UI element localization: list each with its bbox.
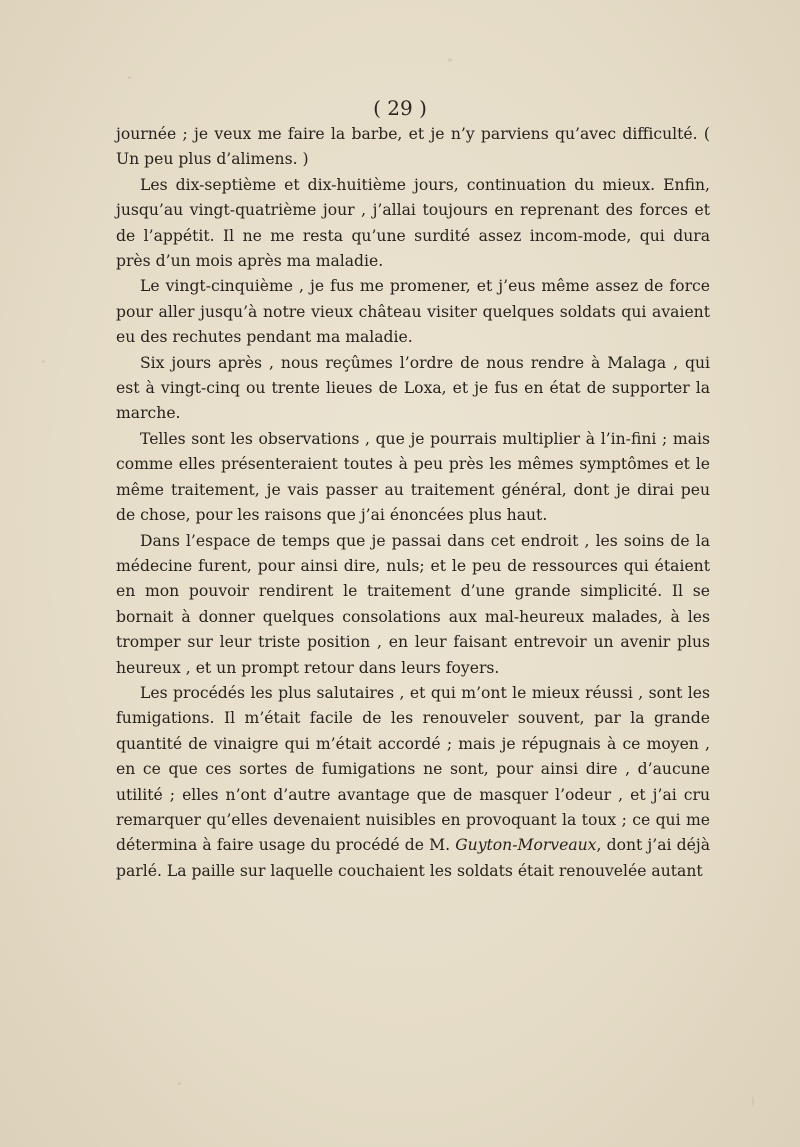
- paragraph-text: Six jours après , nous reçûmes l’ordre de nous rendre à Malaga , qui est à vingt-cinq ou trente lieues de Loxa, et je fus en état de supporter la marche.: [116, 353, 710, 423]
- body-text: [116, 122, 710, 884]
- paragraph: [116, 173, 710, 275]
- paragraph: [116, 529, 710, 681]
- paragraph: [116, 681, 710, 884]
- paragraph: [116, 122, 710, 173]
- paragraph-text: Les procédés les plus salutaires , et qui m’ont le mieux réussi , sont les fumigations. Il m’était facile de les renouveler souvent, par la grande quantité de vinaigre qui m’était accordé ; mais je répugnais à ce moyen , en ce que ces sortes de fumigations ne sont, pour ainsi dire , d’aucune utilité ; elles n’ont d’autre avantage que de masquer l’odeur , et j’ai cru remarquer qu’elles devenaient nuisibles en provoquant la toux ; ce qui me détermina à faire usage du procédé de M.: [116, 683, 710, 855]
- paragraph: [116, 427, 710, 529]
- paragraph-text: journée ; je veux me faire la barbe, et je n’y parviens qu’avec difficulté. ( Un peu plus d’alimens. ): [116, 125, 710, 169]
- page-number: ( 29 ): [373, 96, 427, 120]
- italic-name: Guyton-Morveaux: [455, 836, 597, 855]
- paper-stain: [752, 1096, 754, 1106]
- paragraph-text: Telles sont les observations , que je pourrais multiplier à l’in-fini ; mais comme elles présenteraient toutes à peu près les mêmes symptômes et le même traitement, je vais passer au traitement général, dont je dirai peu de chose, pour les raisons que j’ai énoncées plus haut.: [116, 429, 710, 525]
- paper-stain: [128, 76, 131, 79]
- paragraph: [116, 351, 710, 427]
- paragraph: [116, 274, 710, 350]
- paper-stain: [42, 360, 45, 363]
- paragraph-text: Le vingt-cinquième , je fus me promener, et j’eus même assez de force pour aller jusqu’à notre vieux château visiter quelques soldats qui avaient eu des rechutes pendant ma maladie.: [116, 277, 710, 347]
- paper-stain: [448, 58, 452, 62]
- paragraph-text: Dans l’espace de temps que je passai dans cet endroit , les soins de la médecine furent, pour ainsi dire, nuls; et le peu de ressources qui étaient en mon pouvoir rendirent le traitement d’une grande simplicité. Il se bornait à donner quelques consolations aux mal-heureux malades, à les tromper sur leur triste position , en leur faisant entrevoir un avenir plus heureux , et un prompt retour dans leurs foyers.: [116, 531, 710, 677]
- paragraph-text: , dont j’ai déjà parlé. La paille sur laquelle couchaient les soldats était renouvelée autant: [116, 836, 710, 880]
- paper-stain: [178, 1082, 181, 1085]
- paragraph-text: Les dix-septième et dix-huitième jours, continuation du mieux. Enfin, jusqu’au vingt-quatrième jour , j’allai toujours en reprenant des forces et de l’appétit. Il ne me resta qu’une surdité assez incom-mode, qui dura près d’un mois après ma maladie.: [116, 175, 710, 271]
